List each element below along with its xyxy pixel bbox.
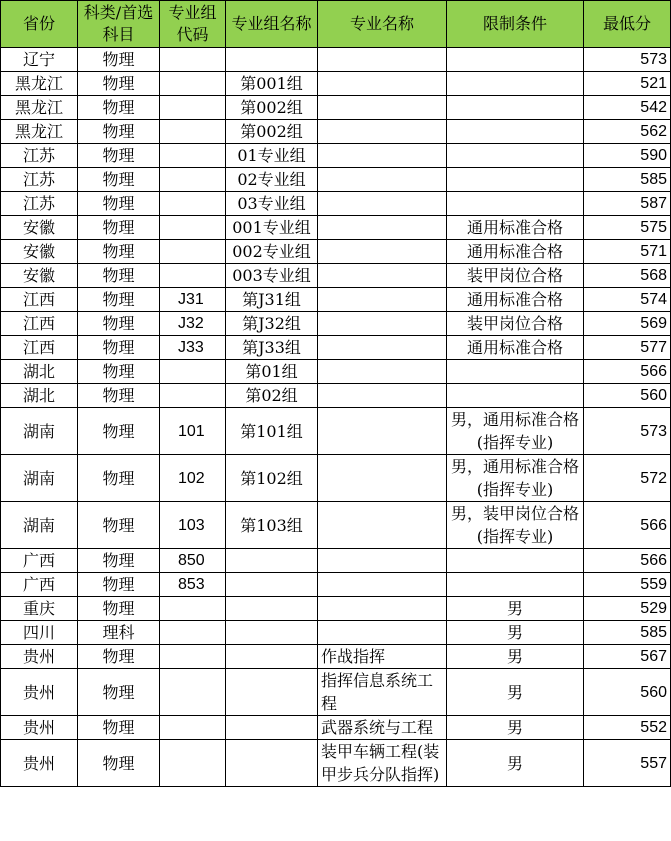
cell-subject: 物理 (78, 669, 160, 716)
cell-province: 湖北 (1, 360, 78, 384)
cell-province: 贵州 (1, 645, 78, 669)
cell-province: 湖南 (1, 408, 78, 455)
cell-restriction (447, 384, 584, 408)
table-row (1, 573, 671, 597)
cell-major-name (318, 549, 447, 573)
cell-major-name (318, 144, 447, 168)
cell-min-score: 569 (584, 312, 671, 336)
cell-group-code: 101 (160, 408, 226, 455)
cell-province: 江苏 (1, 168, 78, 192)
cell-restriction: 男，通用标准合格(指挥专业) (447, 408, 584, 455)
table-row (1, 549, 671, 573)
cell-group-code (160, 621, 226, 645)
header-row (1, 1, 671, 48)
cell-restriction: 男 (447, 645, 584, 669)
cell-major-name (318, 264, 447, 288)
cell-group-code (160, 96, 226, 120)
cell-subject: 物理 (78, 502, 160, 549)
table-row (1, 716, 671, 740)
cell-min-score: 560 (584, 384, 671, 408)
table-row (1, 645, 671, 669)
header-group-code: 专业组代码 (160, 1, 226, 48)
cell-major-name (318, 96, 447, 120)
cell-restriction: 通用标准合格 (447, 336, 584, 360)
table-row (1, 240, 671, 264)
cell-group-code (160, 384, 226, 408)
cell-min-score: 542 (584, 96, 671, 120)
cell-restriction (447, 72, 584, 96)
cell-restriction (447, 573, 584, 597)
table-row (1, 384, 671, 408)
cell-group-name (226, 621, 318, 645)
cell-group-name: 第002组 (226, 120, 318, 144)
cell-subject: 物理 (78, 120, 160, 144)
cell-major-name (318, 240, 447, 264)
cell-restriction (447, 96, 584, 120)
cell-major-name (318, 502, 447, 549)
cell-min-score: 577 (584, 336, 671, 360)
cell-province: 重庆 (1, 597, 78, 621)
cell-province: 黑龙江 (1, 72, 78, 96)
cell-min-score: 572 (584, 455, 671, 502)
cell-min-score: 562 (584, 120, 671, 144)
cell-group-code (160, 216, 226, 240)
cell-subject: 物理 (78, 597, 160, 621)
table-row (1, 264, 671, 288)
cell-restriction: 男，通用标准合格(指挥专业) (447, 455, 584, 502)
cell-restriction: 男 (447, 621, 584, 645)
table-row (1, 360, 671, 384)
cell-group-name: 003专业组 (226, 264, 318, 288)
cell-major-name (318, 120, 447, 144)
cell-group-name: 002专业组 (226, 240, 318, 264)
cell-group-code (160, 192, 226, 216)
cell-province: 广西 (1, 573, 78, 597)
cell-restriction (447, 120, 584, 144)
cell-restriction: 男 (447, 716, 584, 740)
cell-restriction: 装甲岗位合格 (447, 312, 584, 336)
table-row (1, 502, 671, 549)
cell-restriction: 男 (447, 669, 584, 716)
cell-group-code: J32 (160, 312, 226, 336)
cell-group-name: 01专业组 (226, 144, 318, 168)
table-row (1, 120, 671, 144)
cell-restriction (447, 549, 584, 573)
cell-min-score: 567 (584, 645, 671, 669)
cell-major-name (318, 288, 447, 312)
cell-major-name (318, 72, 447, 96)
cell-group-name: 第101组 (226, 408, 318, 455)
cell-subject: 物理 (78, 716, 160, 740)
cell-province: 广西 (1, 549, 78, 573)
cell-subject: 物理 (78, 360, 160, 384)
cell-group-name: 001专业组 (226, 216, 318, 240)
cell-province: 江西 (1, 336, 78, 360)
cell-major-name: 作战指挥 (318, 645, 447, 669)
cell-min-score: 529 (584, 597, 671, 621)
cell-group-code (160, 740, 226, 787)
cell-subject: 物理 (78, 144, 160, 168)
cell-group-name: 第J31组 (226, 288, 318, 312)
table-row (1, 168, 671, 192)
cell-restriction (447, 168, 584, 192)
cell-province: 安徽 (1, 216, 78, 240)
cell-min-score: 585 (584, 168, 671, 192)
cell-province: 江苏 (1, 144, 78, 168)
cell-min-score: 557 (584, 740, 671, 787)
cell-major-name (318, 573, 447, 597)
cell-group-code (160, 120, 226, 144)
cell-min-score: 559 (584, 573, 671, 597)
table-row (1, 288, 671, 312)
cell-group-name: 第102组 (226, 455, 318, 502)
header-major-name: 专业名称 (318, 1, 447, 48)
cell-group-name: 第02组 (226, 384, 318, 408)
cell-subject: 物理 (78, 312, 160, 336)
cell-major-name (318, 384, 447, 408)
cell-min-score: 560 (584, 669, 671, 716)
cell-major-name (318, 192, 447, 216)
cell-major-name (318, 168, 447, 192)
cell-major-name (318, 216, 447, 240)
cell-subject: 物理 (78, 168, 160, 192)
cell-group-code (160, 669, 226, 716)
cell-province: 贵州 (1, 669, 78, 716)
cell-subject: 物理 (78, 72, 160, 96)
cell-group-name: 第001组 (226, 72, 318, 96)
cell-restriction: 装甲岗位合格 (447, 264, 584, 288)
header-group-name: 专业组名称 (226, 1, 318, 48)
cell-group-name (226, 573, 318, 597)
cell-subject: 物理 (78, 549, 160, 573)
cell-min-score: 521 (584, 72, 671, 96)
cell-min-score: 566 (584, 549, 671, 573)
cell-subject: 物理 (78, 455, 160, 502)
cell-restriction (447, 48, 584, 72)
cell-min-score: 566 (584, 502, 671, 549)
cell-subject: 物理 (78, 288, 160, 312)
header-province: 省份 (1, 1, 78, 48)
cell-major-name: 指挥信息系统工程 (318, 669, 447, 716)
table-row (1, 144, 671, 168)
cell-group-code: 103 (160, 502, 226, 549)
cell-restriction: 男 (447, 597, 584, 621)
table-row (1, 72, 671, 96)
table-header (1, 1, 671, 48)
header-min-score: 最低分 (584, 1, 671, 48)
cell-province: 辽宁 (1, 48, 78, 72)
cell-province: 安徽 (1, 264, 78, 288)
cell-min-score: 568 (584, 264, 671, 288)
cell-major-name (318, 336, 447, 360)
cell-group-code (160, 645, 226, 669)
cell-group-name (226, 645, 318, 669)
table-row (1, 336, 671, 360)
cell-group-code (160, 360, 226, 384)
cell-subject: 物理 (78, 96, 160, 120)
cell-province: 湖北 (1, 384, 78, 408)
cell-province: 安徽 (1, 240, 78, 264)
cell-restriction (447, 192, 584, 216)
cell-province: 江苏 (1, 192, 78, 216)
table-row (1, 312, 671, 336)
cell-major-name (318, 597, 447, 621)
table-row (1, 96, 671, 120)
cell-subject: 理科 (78, 621, 160, 645)
table-row (1, 621, 671, 645)
table-body (1, 48, 671, 787)
table-row (1, 740, 671, 787)
cell-restriction: 通用标准合格 (447, 288, 584, 312)
cell-group-name (226, 716, 318, 740)
cell-province: 贵州 (1, 740, 78, 787)
cell-group-code (160, 48, 226, 72)
cell-subject: 物理 (78, 740, 160, 787)
cell-province: 湖南 (1, 455, 78, 502)
header-subject: 科类/首选科目 (78, 1, 160, 48)
cell-restriction: 男，装甲岗位合格(指挥专业) (447, 502, 584, 549)
cell-group-name: 03专业组 (226, 192, 318, 216)
cell-restriction: 通用标准合格 (447, 216, 584, 240)
cell-subject: 物理 (78, 645, 160, 669)
cell-min-score: 566 (584, 360, 671, 384)
cell-group-code (160, 240, 226, 264)
cell-subject: 物理 (78, 384, 160, 408)
cell-subject: 物理 (78, 336, 160, 360)
cell-group-name: 第002组 (226, 96, 318, 120)
cell-group-code (160, 597, 226, 621)
cell-province: 湖南 (1, 502, 78, 549)
cell-province: 贵州 (1, 716, 78, 740)
cell-subject: 物理 (78, 48, 160, 72)
cell-province: 黑龙江 (1, 96, 78, 120)
cell-major-name (318, 360, 447, 384)
cell-min-score: 575 (584, 216, 671, 240)
cell-group-name: 02专业组 (226, 168, 318, 192)
cell-group-name: 第103组 (226, 502, 318, 549)
header-restriction: 限制条件 (447, 1, 584, 48)
cell-group-name: 第J33组 (226, 336, 318, 360)
cell-major-name (318, 408, 447, 455)
cell-province: 四川 (1, 621, 78, 645)
cell-group-code (160, 716, 226, 740)
cell-group-name: 第J32组 (226, 312, 318, 336)
cell-min-score: 571 (584, 240, 671, 264)
cell-province: 黑龙江 (1, 120, 78, 144)
cell-subject: 物理 (78, 408, 160, 455)
cell-subject: 物理 (78, 192, 160, 216)
cell-subject: 物理 (78, 216, 160, 240)
table-row (1, 216, 671, 240)
cell-restriction (447, 360, 584, 384)
cell-major-name: 装甲车辆工程(装甲步兵分队指挥) (318, 740, 447, 787)
cell-major-name (318, 621, 447, 645)
cell-restriction (447, 144, 584, 168)
cell-group-code (160, 264, 226, 288)
table-row (1, 669, 671, 716)
cell-major-name (318, 48, 447, 72)
cell-min-score: 587 (584, 192, 671, 216)
table-row (1, 48, 671, 72)
cell-subject: 物理 (78, 573, 160, 597)
cell-major-name (318, 455, 447, 502)
cell-group-name: 第01组 (226, 360, 318, 384)
cell-major-name (318, 312, 447, 336)
cell-min-score: 552 (584, 716, 671, 740)
table-row (1, 455, 671, 502)
cell-group-name (226, 48, 318, 72)
cell-group-name (226, 597, 318, 621)
cell-group-code (160, 144, 226, 168)
cell-restriction: 男 (447, 740, 584, 787)
cell-group-code: 102 (160, 455, 226, 502)
cell-major-name: 武器系统与工程 (318, 716, 447, 740)
cell-group-code: J33 (160, 336, 226, 360)
cell-province: 江西 (1, 288, 78, 312)
table-row (1, 192, 671, 216)
cell-group-code: J31 (160, 288, 226, 312)
cell-province: 江西 (1, 312, 78, 336)
cell-group-code (160, 72, 226, 96)
cell-min-score: 590 (584, 144, 671, 168)
cell-group-code: 853 (160, 573, 226, 597)
cell-subject: 物理 (78, 264, 160, 288)
cell-subject: 物理 (78, 240, 160, 264)
cell-min-score: 574 (584, 288, 671, 312)
cell-group-name (226, 669, 318, 716)
cell-min-score: 573 (584, 48, 671, 72)
cell-min-score: 573 (584, 408, 671, 455)
cell-restriction: 通用标准合格 (447, 240, 584, 264)
cell-group-code (160, 168, 226, 192)
table-row (1, 408, 671, 455)
cell-group-code: 850 (160, 549, 226, 573)
table-row (1, 597, 671, 621)
cell-min-score: 585 (584, 621, 671, 645)
cell-group-name (226, 549, 318, 573)
cell-group-name (226, 740, 318, 787)
